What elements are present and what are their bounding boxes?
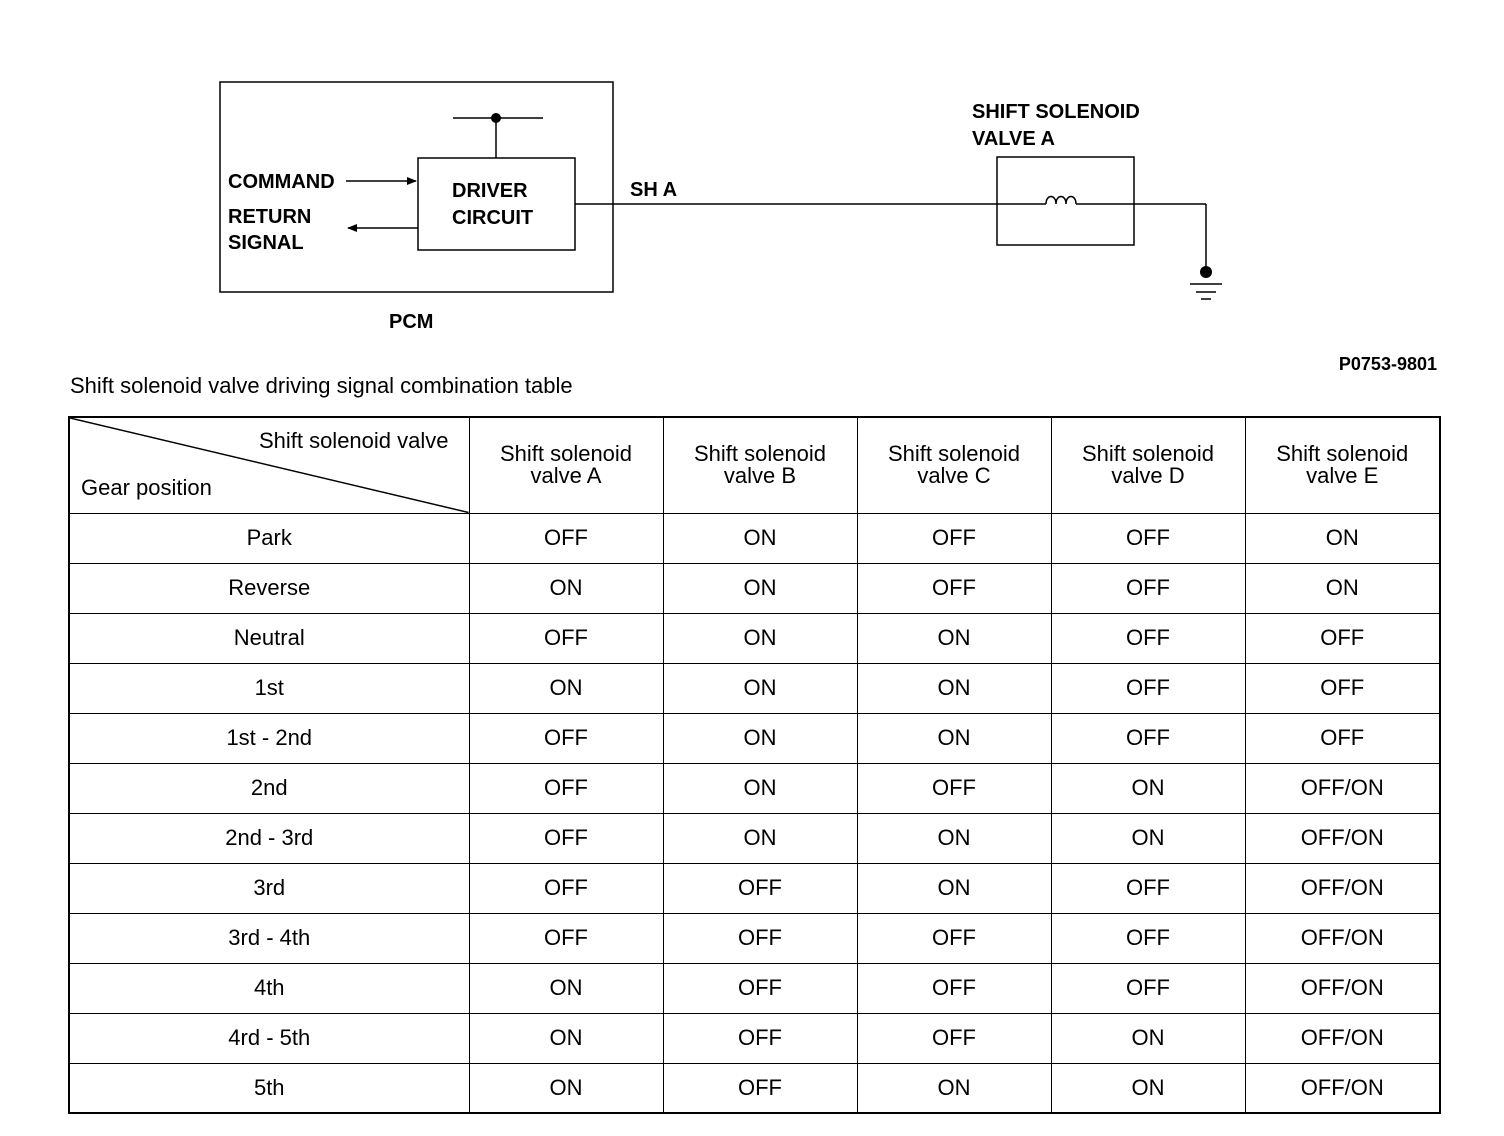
valve-a-cell: OFF: [469, 763, 663, 813]
valve-d-cell: OFF: [1051, 513, 1245, 563]
valve-b-cell: ON: [663, 513, 857, 563]
valve-b-cell: ON: [663, 713, 857, 763]
valve-d-cell: OFF: [1051, 963, 1245, 1013]
driver-label-line1: DRIVER: [452, 180, 528, 202]
col-header-valve-d: [1051, 417, 1245, 513]
valve-b-cell: ON: [663, 613, 857, 663]
driver-circuit-box: [418, 158, 575, 250]
gear-cell: 2nd: [69, 763, 469, 813]
col-header-line2: valve A: [530, 463, 602, 489]
valve-e-cell: OFF/ON: [1245, 963, 1440, 1013]
valve-c-cell: ON: [857, 863, 1051, 913]
corner-header-top: Shift solenoid valve: [258, 428, 449, 453]
circuit-diagram: [0, 0, 1504, 370]
solenoid-combination-table: [68, 416, 1441, 1114]
solenoid-label-line1: SHIFT SOLENOID: [972, 101, 1140, 123]
col-header-line1: Shift solenoid: [1276, 441, 1409, 467]
gear-cell: 4th: [69, 963, 469, 1013]
valve-c-cell: OFF: [857, 913, 1051, 963]
table-row: [69, 763, 1440, 813]
valve-e-cell: OFF/ON: [1245, 913, 1440, 963]
valve-d-cell: OFF: [1051, 863, 1245, 913]
valve-a-cell: OFF: [469, 813, 663, 863]
table-row: [69, 713, 1440, 763]
ground-junction-dot: [1200, 266, 1212, 278]
col-header-valve-c: [857, 417, 1051, 513]
valve-e-cell: OFF/ON: [1245, 1063, 1440, 1113]
valve-b-cell: OFF: [663, 963, 857, 1013]
valve-d-cell: OFF: [1051, 713, 1245, 763]
table-row: [69, 1063, 1440, 1113]
valve-c-cell: ON: [857, 1063, 1051, 1113]
gear-cell: 1st - 2nd: [69, 713, 469, 763]
col-header-valve-a: [469, 417, 663, 513]
valve-a-cell: OFF: [469, 513, 663, 563]
power-junction-dot: [491, 113, 501, 123]
col-header-valve-e: [1245, 417, 1440, 513]
table-row: [69, 963, 1440, 1013]
valve-c-cell: OFF: [857, 1013, 1051, 1063]
sh-a-label: SH A: [630, 179, 678, 201]
gear-cell: Park: [69, 513, 469, 563]
ground-icon: [1190, 284, 1222, 299]
valve-b-cell: OFF: [663, 1063, 857, 1113]
valve-a-cell: ON: [469, 663, 663, 713]
valve-c-cell: OFF: [857, 763, 1051, 813]
command-label: COMMAND: [228, 171, 335, 193]
valve-a-cell: ON: [469, 1063, 663, 1113]
table-header-row: [69, 417, 1440, 513]
valve-b-cell: ON: [663, 813, 857, 863]
solenoid-coil-icon: [1046, 197, 1076, 205]
col-header-line1: Shift solenoid: [693, 441, 827, 467]
col-header-line2: valve B: [723, 463, 797, 489]
gear-cell: Reverse: [69, 563, 469, 613]
valve-b-cell: ON: [663, 763, 857, 813]
solenoid-label-line2: VALVE A: [972, 128, 1055, 150]
valve-c-cell: ON: [857, 663, 1051, 713]
gear-cell: 3rd - 4th: [69, 913, 469, 963]
table-row: [69, 1013, 1440, 1063]
col-header-line1: Shift solenoid: [499, 441, 633, 467]
valve-b-cell: OFF: [663, 863, 857, 913]
table-row: [69, 513, 1440, 563]
col-header-line2: valve E: [1306, 463, 1379, 489]
valve-d-cell: ON: [1051, 1063, 1245, 1113]
pcm-label: PCM: [389, 311, 434, 333]
valve-d-cell: ON: [1051, 1013, 1245, 1063]
valve-e-cell: OFF: [1245, 663, 1440, 713]
col-header-line1: Shift solenoid: [1081, 441, 1215, 467]
figure-code: P0753-9801: [1338, 354, 1437, 370]
valve-d-cell: OFF: [1051, 563, 1245, 613]
valve-e-cell: ON: [1245, 513, 1440, 563]
valve-b-cell: OFF: [663, 1013, 857, 1063]
table-row: [69, 813, 1440, 863]
valve-c-cell: ON: [857, 813, 1051, 863]
col-header-line2: valve C: [917, 463, 991, 489]
valve-d-cell: ON: [1051, 813, 1245, 863]
valve-b-cell: ON: [663, 563, 857, 613]
table-row: [69, 563, 1440, 613]
valve-b-cell: ON: [663, 663, 857, 713]
valve-a-cell: OFF: [469, 613, 663, 663]
gear-cell: 4rd - 5th: [69, 1013, 469, 1063]
valve-d-cell: ON: [1051, 763, 1245, 813]
valve-e-cell: OFF/ON: [1245, 1013, 1440, 1063]
col-header-line2: valve D: [1111, 463, 1185, 489]
valve-e-cell: OFF/ON: [1245, 763, 1440, 813]
valve-d-cell: OFF: [1051, 613, 1245, 663]
table-row: [69, 663, 1440, 713]
valve-c-cell: OFF: [857, 963, 1051, 1013]
table-row: [69, 913, 1440, 963]
gear-cell: 5th: [69, 1063, 469, 1113]
valve-e-cell: ON: [1245, 563, 1440, 613]
corner-header-cell: [69, 417, 469, 513]
valve-a-cell: ON: [469, 563, 663, 613]
gear-cell: 1st: [69, 663, 469, 713]
valve-c-cell: ON: [857, 713, 1051, 763]
valve-c-cell: OFF: [857, 563, 1051, 613]
valve-e-cell: OFF/ON: [1245, 863, 1440, 913]
valve-a-cell: OFF: [469, 913, 663, 963]
valve-a-cell: ON: [469, 963, 663, 1013]
gear-cell: Neutral: [69, 613, 469, 663]
valve-e-cell: OFF: [1245, 613, 1440, 663]
col-header-line1: Shift solenoid: [887, 441, 1021, 467]
table-row: [69, 613, 1440, 663]
gear-cell: 2nd - 3rd: [69, 813, 469, 863]
col-header-valve-b: [663, 417, 857, 513]
table-row: [69, 863, 1440, 913]
valve-a-cell: ON: [469, 1013, 663, 1063]
return-label-line1: RETURN: [228, 206, 312, 228]
valve-e-cell: OFF: [1245, 713, 1440, 763]
valve-c-cell: OFF: [857, 513, 1051, 563]
return-label-line2: SIGNAL: [228, 232, 304, 254]
valve-a-cell: OFF: [469, 863, 663, 913]
table-title: Shift solenoid valve driving signal combination table: [70, 373, 573, 398]
valve-e-cell: OFF/ON: [1245, 813, 1440, 863]
valve-b-cell: OFF: [663, 913, 857, 963]
valve-d-cell: OFF: [1051, 913, 1245, 963]
corner-header-bottom: Gear position: [81, 474, 212, 500]
gear-cell: 3rd: [69, 863, 469, 913]
valve-d-cell: OFF: [1051, 663, 1245, 713]
driver-label-line2: CIRCUIT: [452, 207, 534, 229]
valve-c-cell: ON: [857, 613, 1051, 663]
valve-a-cell: OFF: [469, 713, 663, 763]
table-body: [69, 513, 1440, 1113]
